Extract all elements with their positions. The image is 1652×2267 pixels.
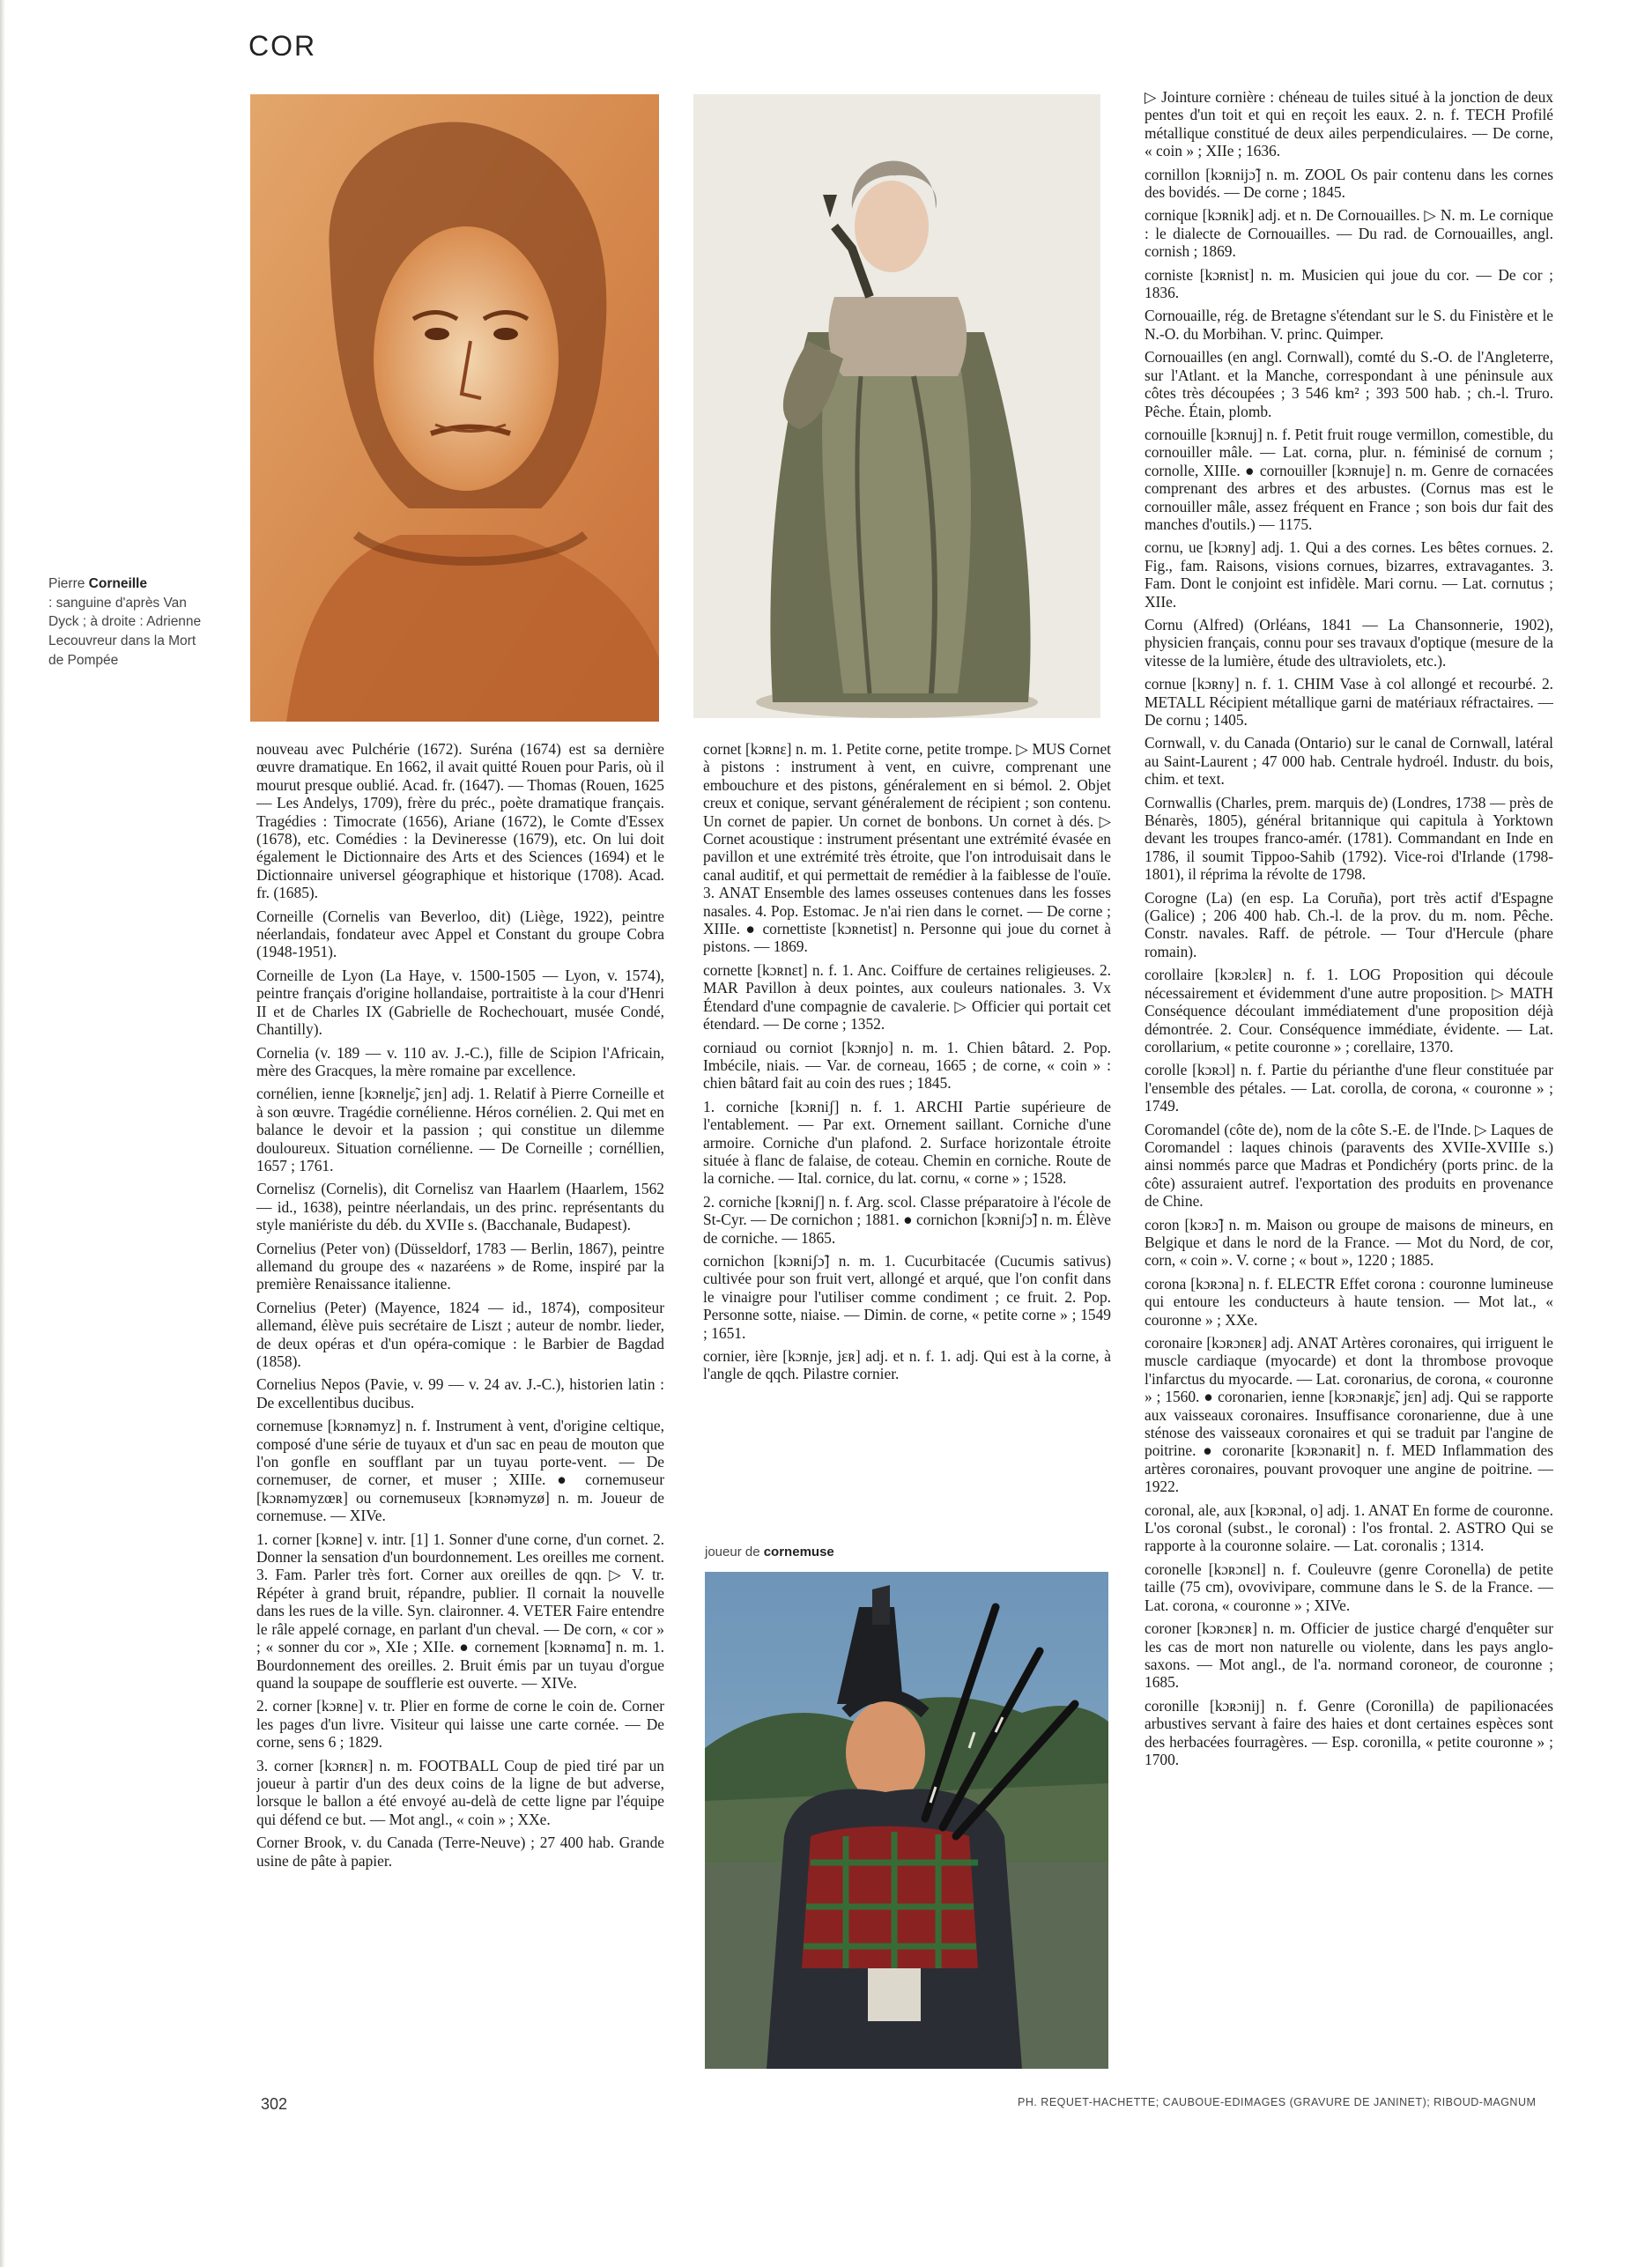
- dictionary-entry: 2. corniche [kɔʀniʃ] n. f. Arg. scol. Classe préparatoire à l'école de St-Cyr. — De cornichon ; 1881. ● cornichon [kɔʀniʃɔ̃] n. m. Élève de corniche. — 1865.: [703, 1192, 1111, 1247]
- dictionary-entry: coron [kɔʀɔ̃] n. m. Maison ou groupe de maisons de mineurs, en Belgique et dans le nord de la France. — Mot du Nord, de cor, corn, « coin ». V. corne ; « bout », 1220 ; 1885.: [1145, 1215, 1553, 1270]
- photo-caption-word: cornemuse: [763, 1545, 834, 1559]
- dictionary-entry: nouveau avec Pulchérie (1672). Suréna (1674) est sa dernière œuvre dramatique. En 1662, il avait quitté Rouen pour Paris, où il mourut presque oublié. Acad. fr. (1647). — Thomas (Rouen, 1625 — Les Andelys, 1709), frère du préc., poète dramatique français. Tragédies : Timocrate (1656), Ariane (1672), le Comte d'Essex (1678), etc. Comédies : la Devineresse (1679), etc. On lui doit également le Dictionnaire des Arts et des Sciences (1694) et le Dictionnaire universel géographique et historique (1708). Acad. fr. (1685).: [256, 740, 664, 902]
- dictionary-entry: 1. corniche [kɔʀniʃ] n. f. 1. ARCHI Partie supérieure de l'entablement. — Par ext. Ornement saillant. Corniche d'une armoire. Corniche d'un plafond. 2. Surface horizontale étroite située à flanc de falaise, de coteau. Chemin en corniche. Route de la corniche. — Ital. cornice, du lat. cornu, « corne » ; 1528.: [703, 1097, 1111, 1188]
- side-caption-name: Corneille: [88, 576, 147, 591]
- lecouvreur-engraving-image: [693, 94, 1100, 718]
- dictionary-entry: Cornwallis (Charles, prem. marquis de) (Londres, 1738 — près de Bénarès, 1805), général britannique qui capitula à Yorktown devant les troupes franco-amér. (1781). Commandant en Inde en 1786, il soumit Tippoo-Sahib (1792). Vice-roi d'Irlande (1798-1801), il réprima la révolte de 1798.: [1145, 793, 1553, 884]
- dictionary-entry: Cornu (Alfred) (Orléans, 1841 — La Chansonnerie, 1902), physicien français, connu pour ses travaux d'optique (mesure de la vitesse de la lumière, étude des ultraviolets, etc.).: [1145, 615, 1553, 670]
- dictionary-entry: cornemuse [kɔʀnəmyz] n. f. Instrument à vent, d'origine celtique, composé d'une série de tuyaux et d'un sac en peau de mouton que l'on gonfle en soufflant par un tuyau porte-vent. — De cornemuser, de corner, et muser ; XIIIe. ● cornemuseur [kɔʀnəmyzœʀ] ou cornemuseux [kɔʀnəmyzø] n. m. Joueur de cornemuse. — XIVe.: [256, 1417, 664, 1525]
- dictionary-entry: Cornouaille, rég. de Bretagne s'étendant sur le S. du Finistère et le N.-O. du Morbihan. V. princ. Quimper.: [1145, 307, 1553, 343]
- dictionary-entry: corolle [kɔʀɔl] n. f. Partie du périanthe d'une fleur constituée par l'ensemble des pétales. — Lat. corolla, de corona, « couronne » ; 1749.: [1145, 1061, 1553, 1115]
- dictionary-entry: Cornelius Nepos (Pavie, v. 99 — v. 24 av. J.-C.), historien latin : De excellentibus ducibus.: [256, 1375, 664, 1411]
- text-column-right: [1145, 88, 1553, 2081]
- dictionary-entry: 3. corner [kɔʀnɛʀ] n. m. FOOTBALL Coup de pied tiré par un joueur à partir d'un des deux coins de la ligne de but adverse, lorsque le ballon a été envoyé au-delà de cette ligne par l'équipe qui défend ce but. — Mot angl., « coin » ; XXe.: [256, 1756, 664, 1828]
- side-caption-prefix: Pierre: [48, 576, 89, 591]
- dictionary-entry: ▷ Jointure cornière : chéneau de tuiles situé à la jonction de deux pentes d'un toit et qui en reçoit les eaux. 2. n. f. TECH Profilé métallique constitué de deux ailes perpendiculaires. — De corne, « coin » ; XIIe ; 1636.: [1145, 88, 1553, 160]
- dictionary-entry: Cornelia (v. 189 — v. 110 av. J.-C.), fille de Scipion l'Africain, mère des Gracques, la mère romaine par excellence.: [256, 1043, 664, 1079]
- corneille-portrait-image: [250, 94, 659, 722]
- dictionary-entry: Coromandel (côte de), nom de la côte S.-E. de l'Inde. ▷ Laques de Coromandel : laques chinois (paravents des XVIIe-XVIIIe s.) ainsi nommés parce que Madras et Pondichéry (ports princ. de la côte) assuraient autref. l'exportation des produits en provenance de Chine.: [1145, 1120, 1553, 1211]
- dictionary-entry: Cornwall, v. du Canada (Ontario) sur le canal de Cornwall, latéral au Saint-Laurent ; 47 000 hab. Centrale hydroél. Industr. du bois, chim. et text.: [1145, 734, 1553, 789]
- photo-credits: PH. REQUET-HACHETTE; CAUBOUE-EDIMAGES (GRAVURE DE JANINET); RIBOUD-MAGNUM: [1018, 2096, 1537, 2108]
- dictionary-entry: cornier, ière [kɔʀnje, jɛʀ] adj. et n. f. 1. adj. Qui est à la corne, à l'angle de qqch. Pilastre cornier.: [703, 1347, 1111, 1383]
- dictionary-entry: corniste [kɔʀnist] n. m. Musicien qui joue du cor. — De cor ; 1836.: [1145, 265, 1553, 302]
- photo-caption-prefix: joueur de: [705, 1545, 764, 1559]
- dictionary-entry: corniaud ou corniot [kɔʀnjo] n. m. 1. Chien bâtard. 2. Pop. Imbécile, niais. — Var. de corneau, 1665 ; de corne, « coin » : chien bâtard fait au coin des rues ; 1845.: [703, 1038, 1111, 1093]
- dictionary-entry: cornillon [kɔʀnijɔ̃] n. m. ZOOL Os pair contenu dans les cornes des bovidés. — De corne ; 1845.: [1145, 165, 1553, 202]
- dictionary-entry: cornichon [kɔʀniʃɔ̃] n. m. 1. Cucurbitacée (Cucumis sativus) cultivée pour son fruit vert, allongé et arqué, que l'on confit dans le vinaigre pour l'utiliser comme condiment ; ce fruit. 2. Pop. Personne sotte, niaise. — Dimin. de corne, « petite corne » ; 1549 ; 1651.: [703, 1251, 1111, 1342]
- page-edge: [0, 0, 5, 2267]
- dictionary-entry: 1. corner [kɔʀne] v. intr. [1] 1. Sonner d'une corne, d'un cornet. 2. Donner la sensation d'un bourdonnement. Les oreilles me cornent. 3. Fam. Parler très fort. Corner aux oreilles de qqn. ▷ V. tr. Répéter à grand bruit, répandre, publier. Il cornait la nouvelle dans les rues de la ville. Syn. claironner. 4. VETER Faire entendre le râle appelé cornage, en parlant d'un cheval. — De corn, « cor » ; « sonner du cor », XIe ; XIIe. ● cornement [kɔʀnəmɑ̃] n. m. 1. Bourdonnement des oreilles. 2. Bruit émis par un tuyau d'orgue quand la soupape de soufflerie est ouverte. — XIVe.: [256, 1530, 664, 1692]
- piper-photo-caption: [705, 1545, 834, 1559]
- text-column-middle: [703, 740, 1111, 1538]
- dictionary-entry: corollaire [kɔʀɔlɛʀ] n. f. 1. LOG Proposition qui découle nécessairement et évidemment d'une autre proposition. ▷ MATH Conséquence découlant immédiatement d'une proposition déjà démontrée. 2. Cour. Conséquence immédiate, évidente. — Lat. corollarium, « petite couronne » ; corellaire, 1370.: [1145, 966, 1553, 1056]
- dictionary-entry: coroner [kɔʀɔnɛʀ] n. m. Officier de justice chargé d'enquêter sur les cas de mort non naturelle ou violente, dans les pays anglo-saxons. — Mot angl., de l'a. normand coroneor, de couronne ; 1685.: [1145, 1619, 1553, 1692]
- dictionary-entry: cornique [kɔʀnik] adj. et n. De Cornouailles. ▷ N. m. Le cornique : le dialecte de Cornouailles. — Du rad. de Cornouailles, angl. cornish ; 1869.: [1145, 206, 1553, 261]
- dictionary-entry: coronaire [kɔʀɔnɛʀ] adj. ANAT Artères coronaires, qui irriguent le muscle cardiaque (myocarde) et dont la thrombose provoque l'infarctus du myocarde. — Lat. coronarius, de corona, « couronne » ; 1560. ● coronarien, ienne [kɔʀɔnaʀjɛ̃, jɛn] adj. Qui se rapporte aux vaisseaux coronaires. Insuffisance coronarienne, due à une sténose des vaisseaux coronaires et qui se traduit par l'angine de poitrine. ● coronarite [kɔʀɔnaʀit] n. f. MED Inflammation des artères coronaires, pouvant provoquer une angine de poitrine. — 1922.: [1145, 1334, 1553, 1496]
- side-caption: [48, 574, 211, 670]
- dictionary-entry: Corneille de Lyon (La Haye, v. 1500-1505 — Lyon, v. 1574), peintre français d'origine hollandaise, portraitiste à la cour d'Henri II et de Charles IX (Gabrielle de Rochechouart, musée Condé, Chantilly).: [256, 966, 664, 1039]
- side-caption-text: : sanguine d'après Van Dyck ; à droite : Adrienne Lecouvreur dans la Mort de Pompée: [48, 595, 202, 668]
- dictionary-entry: Cornelius (Peter) (Mayence, 1824 — id., 1874), compositeur allemand, élève puis secrétaire de Liszt ; auteur de nombr. lieder, de deux opéras et d'un opéra-comique : le Barbier de Bagdad (1858).: [256, 1298, 664, 1370]
- dictionary-entry: coronelle [kɔʀɔnɛl] n. f. Couleuvre (genre Coronella) de petite taille (75 cm), ovovivipare, commune dans le S. de la France. — Lat. corona, « couronne » ; XIVe.: [1145, 1559, 1553, 1614]
- dictionary-entry: cornette [kɔʀnɛt] n. f. 1. Anc. Coiffure de certaines religieuses. 2. MAR Pavillon à deux pointes, aux couleurs nationales. 3. Vx Étendard d'une compagnie de cavalerie. ▷ Officier qui portait cet étendard. — De corne ; 1352.: [703, 960, 1111, 1033]
- text-column-left: [256, 740, 664, 2079]
- page-title: COR: [248, 30, 317, 62]
- page-number: 302: [261, 2095, 288, 2113]
- dictionary-entry: 2. corner [kɔʀne] v. tr. Plier en forme de corne le coin de. Corner les pages d'un livre. Visiteur qui laisse une carte cornée. — De corne, sens 6 ; 1829.: [256, 1697, 664, 1752]
- dictionary-entry: coronille [kɔʀɔnij] n. f. Genre (Coronilla) de papilionacées arbustives servant à faire des haies et dont certaines espèces sont des herbacées fourragères. — Esp. coronilla, « petite couronne » ; 1700.: [1145, 1696, 1553, 1768]
- dictionary-entry: Corner Brook, v. du Canada (Terre-Neuve) ; 27 400 hab. Grande usine de pâte à papier.: [256, 1834, 664, 1870]
- dictionary-entry: Cornelius (Peter von) (Düsseldorf, 1783 — Berlin, 1867), peintre allemand du groupe des « nazaréens » de Rome, inspiré par la première Renaissance italienne.: [256, 1239, 664, 1293]
- dictionary-entry: cornouille [kɔʀnuj] n. f. Petit fruit rouge vermillon, comestible, du cornouiller mâle. — Lat. corna, plur. n. féminisé de cornum ; cornolle, XIIIe. ● cornouiller [kɔʀnuje] n. m. Genre de cornacées comprenant des arbres et des arbustes. (Cornus mas est le cornouiller mâle, assez fréquent en France ; son bois dur fait des manches d'outils.) — 1175.: [1145, 425, 1553, 533]
- dictionary-entry: Corogne (La) (en esp. La Coruña), port très actif d'Espagne (Galice) ; 206 400 hab. Ch.-l. de la prov. du m. nom. Pêche. Constr. navales. Raff. de pétrole. — Tour d'Hercule (phare romain).: [1145, 888, 1553, 960]
- dictionary-entry: Cornouailles (en angl. Cornwall), comté du S.-O. de l'Angleterre, sur l'Atlant. et la Manche, correspondant à une péninsule aux côtes très découpées ; 3 546 km² ; 393 500 hab. ; ch.-l. Truro. Pêche. Étain, plomb.: [1145, 348, 1553, 420]
- dictionary-entry: Corneille (Cornelis van Beverloo, dit) (Liège, 1922), peintre néerlandais, fondateur avec Appel et Constant du groupe Cobra (1948-1951).: [256, 907, 664, 961]
- dictionary-entry: coronal, ale, aux [kɔʀɔnal, o] adj. 1. ANAT En forme de couronne. L'os coronal (subst., le coronal) : l'os frontal. 2. ASTRO Qui se rapporte à la couronne solaire. — Lat. coronalis ; 1314.: [1145, 1500, 1553, 1555]
- dictionary-entry: cornue [kɔʀny] n. f. 1. CHIM Vase à col allongé et recourbé. 2. METALL Récipient métallique garni de matériaux réfractaires. — De cornu ; 1405.: [1145, 675, 1553, 729]
- dictionary-entry: cornélien, ienne [kɔʀneljɛ̃, jɛn] adj. 1. Relatif à Pierre Corneille et à son œuvre. Tragédie cornélienne. Héros cornélien. 2. Qui met en balance le devoir et la passion ; qui constitue un dilemme douloureux. Situation cornélienne. — De Corneille ; cornéllien, 1657 ; 1761.: [256, 1085, 664, 1174]
- dictionary-entry: corona [kɔʀɔna] n. f. ELECTR Effet corona : couronne lumineuse qui entoure les conducteurs à haute tension. — Mot lat., « couronne » ; XXe.: [1145, 1274, 1553, 1329]
- bagpiper-photo-image: [705, 1572, 1108, 2069]
- dictionary-entry: Cornelisz (Cornelis), dit Cornelisz van Haarlem (Haarlem, 1562 — id., 1638), peintre néerlandais, un des princ. représentants du style maniériste du déb. du XVIIe s. (Bacchanale, Budapest).: [256, 1180, 664, 1234]
- dictionary-entry: cornu, ue [kɔʀny] adj. 1. Qui a des cornes. Les bêtes cornues. 2. Fig., fam. Raisons, visions cornues, bizarres, extravagantes. 3. Fam. Dont le conjoint est infidèle. Mari cornu. — Lat. cornutus ; XIIe.: [1145, 538, 1553, 611]
- dictionary-entry: cornet [kɔʀnɛ] n. m. 1. Petite corne, petite trompe. ▷ MUS Cornet à pistons : instrument à vent, en cuivre, comprenant une embouchure et des pistons, généralement en si bémol. 2. Objet creux et conique, servant généralement de récipient ; son contenu. Un cornet de papier. Un cornet de bonbons. Un cornet à dés. ▷ Cornet acoustique : instrument présentant une extrémité évasée en pavillon et une extrémité très étroite, que l'on introduisait dans le canal auditif, et qui permettait de remédier à la faiblesse de l'ouïe. 3. ANAT Ensemble des lames osseuses contenues dans les fosses nasales. 4. Pop. Estomac. Je n'ai rien dans le cornet. — De corne ; XIIIe. ● cornettiste [kɔʀnetist] n. Personne qui joue du cornet à pistons. — 1869.: [703, 740, 1111, 956]
